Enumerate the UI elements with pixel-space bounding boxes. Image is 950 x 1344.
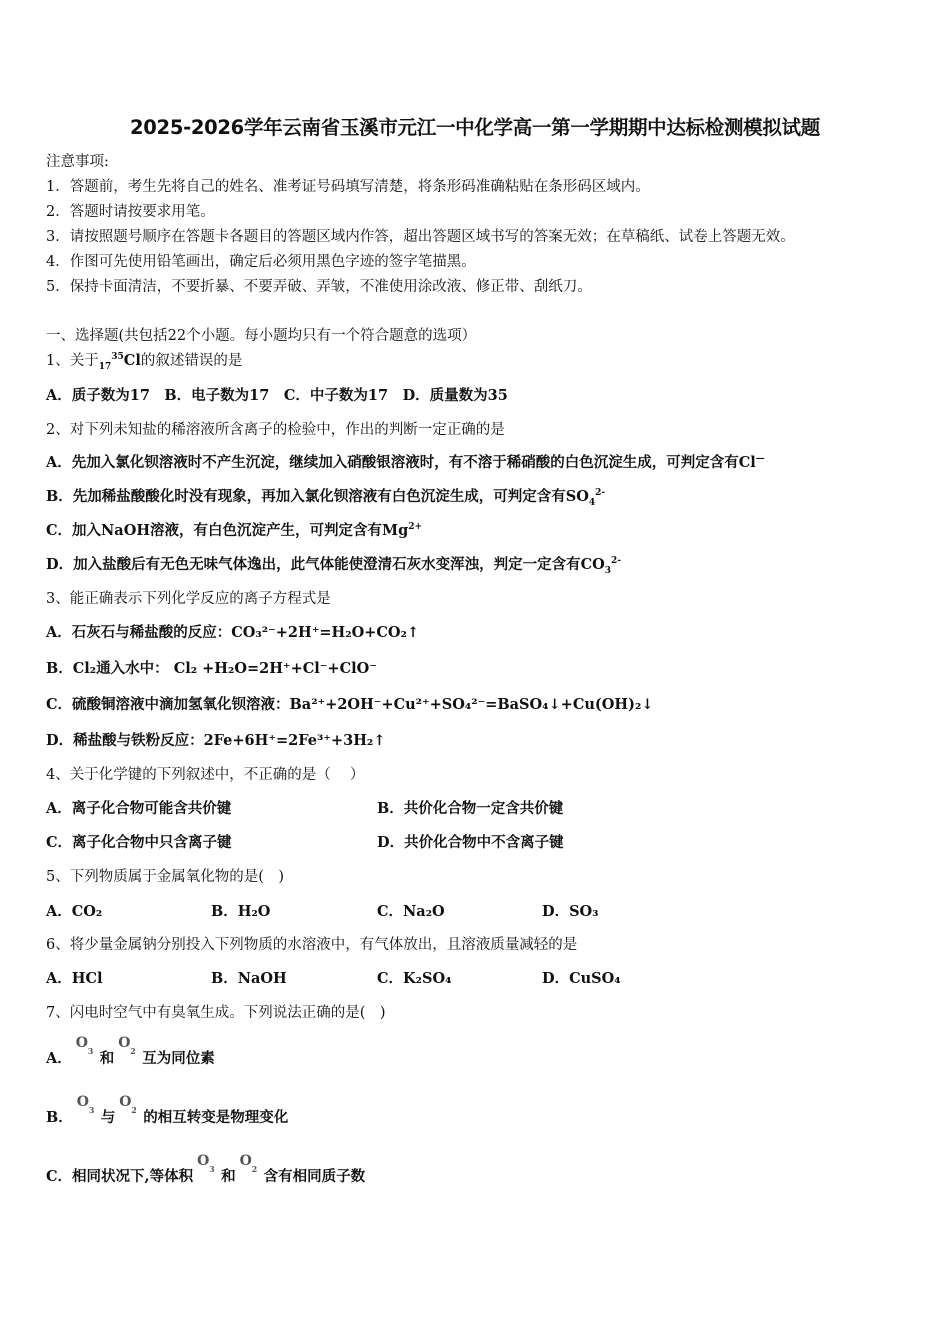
question-4-option-d: D．共价化合物中不含离子键	[377, 834, 564, 851]
question-1-options: A．质子数为17 B．电子数为17 C．中子数为17 D．质量数为35	[46, 387, 508, 404]
q7-b-label: B．	[46, 1109, 73, 1126]
question-2-option-a	[46, 453, 765, 473]
exam-title: 2025-2026学年云南省玉溪市元江一中化学高一第一学期期中达标检测模拟试题	[130, 116, 820, 139]
oxygen-subscript: 2	[131, 1105, 137, 1115]
question-1-stem	[46, 351, 242, 371]
question-3-option-b: B．Cl₂通入水中： Cl₂ +H₂O=2H⁺+Cl⁻+ClO⁻	[46, 660, 377, 677]
ozone-formula	[193, 1153, 221, 1187]
question-5-option-d: D．SO₃	[542, 903, 599, 920]
question-3-option-a: A．石灰石与稀盐酸的反应：CO₃²⁻+2H⁺=H₂O+CO₂↑	[46, 624, 420, 641]
q2-c-sup: 2+	[408, 522, 423, 533]
q7-a-label: A．	[46, 1050, 72, 1067]
q7-a-post: 互为同位素	[142, 1050, 215, 1067]
question-6-option-d: D．CuSO₄	[542, 970, 621, 987]
notice-heading: 注意事项:	[46, 154, 109, 170]
question-6-option-c: C．K₂SO₄	[377, 970, 452, 987]
question-4-option-b: B．共价化合物一定含共价键	[377, 800, 564, 817]
notice-item-5: 5．保持卡面清洁，不要折暴、不要弄破、弄皱，不准使用涂改液、修正带、刮纸刀。	[46, 279, 592, 295]
q1-atomic-number: 17	[98, 361, 112, 372]
q7-b-post: 的相互转变是物理变化	[143, 1109, 289, 1126]
question-2-option-d	[46, 555, 621, 575]
q2-d-text: D．加入盐酸后有无色无味气体逸出，此气体能使澄清石灰水变浑浊，判定一定含有CO	[46, 556, 605, 573]
question-5-option-b: B．H₂O	[211, 903, 271, 920]
question-4-option-a: A．离子化合物可能含共价键	[46, 800, 232, 817]
question-6-option-b: B．NaOH	[211, 970, 287, 987]
ozone-subscript: 3	[209, 1164, 215, 1174]
q2-c-text: C．加入NaOH溶液，有白色沉淀产生，可判定含有Mg	[46, 522, 409, 539]
oxygen-formula	[115, 1094, 143, 1128]
notice-item-2: 2．答题时请按要求用笔。	[46, 204, 215, 220]
oxygen-symbol: O	[118, 1035, 131, 1051]
oxygen-subscript: 2	[130, 1046, 136, 1056]
question-7-stem: 7、闪电时空气中有臭氧生成。下列说法正确的是( )	[46, 1005, 386, 1021]
ozone-subscript: 3	[88, 1105, 95, 1115]
ozone-subscript: 3	[87, 1046, 94, 1056]
q7-b-mid: 与	[100, 1109, 116, 1126]
notice-item-3: 3．请按照题号顺序在答题卡各题目的答题区域内作答，超出答题区域书写的答案无效；在草稿纸、试卷上答题无效。	[46, 229, 795, 245]
notice-item-1: 1．答题前，考生先将自己的姓名、准考证号码填写清楚，将条形码准确粘贴在条形码区域内。	[46, 179, 650, 195]
oxygen-subscript: 2	[251, 1164, 258, 1174]
q7-a-mid: 和	[99, 1050, 115, 1067]
question-5-option-c: C．Na₂O	[377, 903, 445, 920]
question-7-option-b	[46, 1094, 289, 1128]
question-3-stem: 3、能正确表示下列化学反应的离子方程式是	[46, 591, 331, 607]
q2-b-sup: 2-	[595, 488, 606, 499]
question-6-option-a: A．HCl	[46, 970, 103, 987]
q1-stem-post: 的叙述错误的是	[140, 353, 243, 369]
question-4-option-c: C．离子化合物中只含离子键	[46, 834, 232, 851]
question-4-stem: 4、关于化学键的下列叙述中，不正确的是（ ）	[46, 767, 365, 783]
q1-stem-pre: 1、关于	[46, 353, 99, 369]
ozone-symbol: O	[75, 1035, 88, 1051]
question-7-option-c	[46, 1153, 366, 1187]
oxygen-formula	[236, 1153, 264, 1187]
question-2-stem: 2、对下列未知盐的稀溶液所含离子的检验中，作出的判断一定正确的是	[46, 422, 505, 438]
ozone-formula	[72, 1035, 100, 1069]
q2-a-text: A．先加入氯化钡溶液时不产生沉淀，继续加入硝酸银溶液时，有不溶于稀硝酸的白色沉淀生成，可判定含有Cl	[46, 454, 756, 471]
ozone-formula	[73, 1094, 101, 1128]
q2-d-sub: 3	[604, 565, 612, 576]
q2-a-sup: —	[755, 454, 765, 465]
q2-b-sub: 4	[588, 497, 596, 508]
question-3-option-d: D．稀盐酸与铁粉反应：2Fe+6H⁺=2Fe³⁺+3H₂↑	[46, 732, 386, 749]
section-heading: 一、选择题(共包括22个小题。每小题均只有一个符合题意的选项）	[46, 328, 477, 344]
question-2-option-b	[46, 487, 605, 507]
question-5-stem: 5、下列物质属于金属氧化物的是( )	[46, 869, 285, 885]
q1-element: Cl	[123, 352, 141, 369]
question-5-option-a: A．CO₂	[46, 903, 103, 920]
oxygen-symbol: O	[119, 1094, 132, 1110]
question-6-stem: 6、将少量金属钠分别投入下列物质的水溶液中，有气体放出，且溶液质量减轻的是	[46, 937, 578, 953]
oxygen-symbol: O	[239, 1153, 252, 1169]
q1-mass-number: 35	[111, 352, 124, 363]
ozone-symbol: O	[76, 1094, 89, 1110]
question-3-option-c: C．硫酸铜溶液中滴加氢氧化钡溶液：Ba²⁺+2OH⁻+Cu²⁺+SO₄²⁻=BaSO₄↓+Cu(OH)₂↓	[46, 696, 654, 713]
oxygen-formula	[114, 1035, 142, 1069]
q7-c-mid: 和	[221, 1168, 236, 1185]
question-2-option-c	[46, 521, 422, 541]
notice-item-4: 4．作图可先使用铅笔画出，确定后必须用黑色字迹的签字笔描黑。	[46, 254, 476, 270]
q7-c-label: C．相同状况下,等体积	[46, 1168, 194, 1185]
q2-d-sup: 2-	[611, 556, 622, 567]
q2-b-text: B．先加稀盐酸酸化时没有现象，再加入氯化钡溶液有白色沉淀生成，可判定含有SO	[46, 488, 589, 505]
question-7-option-a	[46, 1035, 215, 1069]
ozone-symbol: O	[197, 1153, 210, 1169]
q7-c-post: 含有相同质子数	[263, 1168, 366, 1185]
